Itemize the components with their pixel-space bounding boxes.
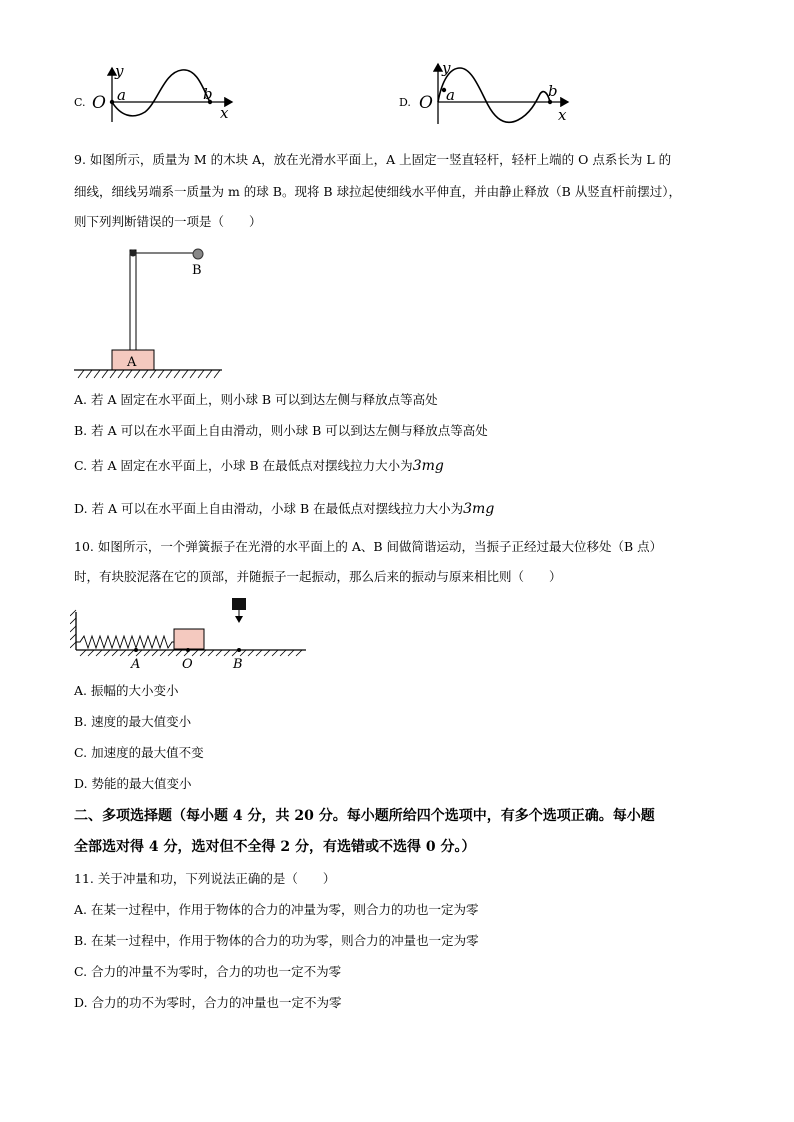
q8-option-d-label: D. <box>399 96 411 109</box>
oscillator-block <box>174 629 204 649</box>
q10-option-b: B. 速度的最大值变小 <box>74 714 192 729</box>
q10-stem-line2: 时，有块胶泥落在它的顶部，并随振子一起振动，那么后来的振动与原来相比则（ ） <box>74 569 562 584</box>
ground-hatching <box>80 650 302 656</box>
point-a-label: a <box>117 86 126 104</box>
q11-option-b: B. 在某一过程中，作用于物体的合力的功为零，则合力的冲量也一定为零 <box>74 933 479 948</box>
q10-option-c: C. 加速度的最大值不变 <box>74 745 204 760</box>
y-axis-label: y <box>115 62 124 80</box>
q11-option-a: A. 在某一过程中，作用于物体的合力的冲量为零，则合力的功也一定为零 <box>74 902 479 917</box>
spring <box>76 636 174 648</box>
vertical-rod <box>130 250 136 350</box>
wall-hatching <box>70 610 76 648</box>
pivot-point <box>130 250 137 257</box>
q9-option-b: B. 若 A 可以在水平面上自由滑动，则小球 B 可以到达左侧与释放点等高处 <box>74 423 488 438</box>
q10-option-a: A. 振幅的大小变小 <box>74 683 179 698</box>
point-o-dot <box>186 648 190 652</box>
q9-stem-line2: 细线，细线另端系一质量为 m 的球 B。现将 B 球拉起使细线水平伸直，并由静止释放（B 从竖直杆前摆过）， <box>74 184 682 199</box>
section2-heading-line1: 二、多项选择题（每小题 4 分，共 20 分。每小题所给四个选项中，有多个选项正确。每小题 <box>74 808 655 824</box>
q9-option-d-value: 3mg <box>463 501 495 517</box>
x-axis-label: x <box>220 104 229 122</box>
q10-option-d: D. 势能的最大值变小 <box>74 776 192 791</box>
point-a-dot <box>134 648 138 652</box>
y-axis-label: y <box>442 60 451 77</box>
clay-lump <box>232 598 246 610</box>
q8-graph-d <box>416 60 576 126</box>
q9-option-d-text: D. 若 A 可以在水平面上自由滑动，小球 B 在最低点对摆线拉力大小为 <box>74 501 464 516</box>
q10-stem-line1: 10. 如图所示，一个弹簧振子在光滑的水平面上的 A、B 间做简谐运动，当振子正经过最大位移处（B 点） <box>74 539 663 554</box>
point-b-dot <box>548 100 552 104</box>
q9-option-a: A. 若 A 固定在水平面上，则小球 B 可以到达左侧与释放点等高处 <box>74 392 438 407</box>
q8-option-c-label: C. <box>74 96 86 109</box>
q9-stem-line1: 9. 如图所示，质量为 M 的木块 A，放在光滑水平面上，A 上固定一竖直轻杆，轻杆上端的 O 点系长为 L 的 <box>74 152 672 167</box>
q11-stem: 11. 关于冲量和功，下列说法正确的是（ ） <box>74 871 336 886</box>
point-a-dot <box>110 100 114 104</box>
ball-b <box>193 249 203 259</box>
origin-label: O <box>419 93 433 113</box>
ground-hatching <box>78 370 220 378</box>
q8-graph-c <box>90 62 240 124</box>
point-b-dot <box>237 648 241 652</box>
q9-figure <box>74 244 224 380</box>
label-a: A <box>131 657 141 672</box>
q9-option-d <box>74 501 494 517</box>
point-a-label: a <box>446 86 455 104</box>
q9-stem-line3: 则下列判断错误的一项是（ ） <box>74 214 262 229</box>
q9-option-c-value: 3mg <box>412 458 444 474</box>
q11-option-d: D. 合力的功不为零时，合力的冲量也一定不为零 <box>74 995 342 1010</box>
q10-figure <box>70 596 310 674</box>
x-axis-label: x <box>558 106 567 124</box>
wave-curve <box>112 70 210 116</box>
label-b: B <box>233 657 243 672</box>
block-a-label: A <box>127 355 137 370</box>
q11-option-c: C. 合力的冲量不为零时，合力的功也一定不为零 <box>74 964 342 979</box>
q9-option-c <box>74 458 444 474</box>
ball-b-label: B <box>192 263 202 278</box>
section2-heading-line2: 全部选对得 4 分，选对但不全得 2 分，有选错或不选得 0 分。） <box>74 839 476 855</box>
q9-option-c-text: C. 若 A 固定在水平面上，小球 B 在最低点对摆线拉力大小为 <box>74 458 413 473</box>
label-o: O <box>182 657 193 672</box>
point-b-label: b <box>548 82 558 100</box>
point-b-label: b <box>203 85 213 103</box>
origin-label: O <box>92 93 106 113</box>
